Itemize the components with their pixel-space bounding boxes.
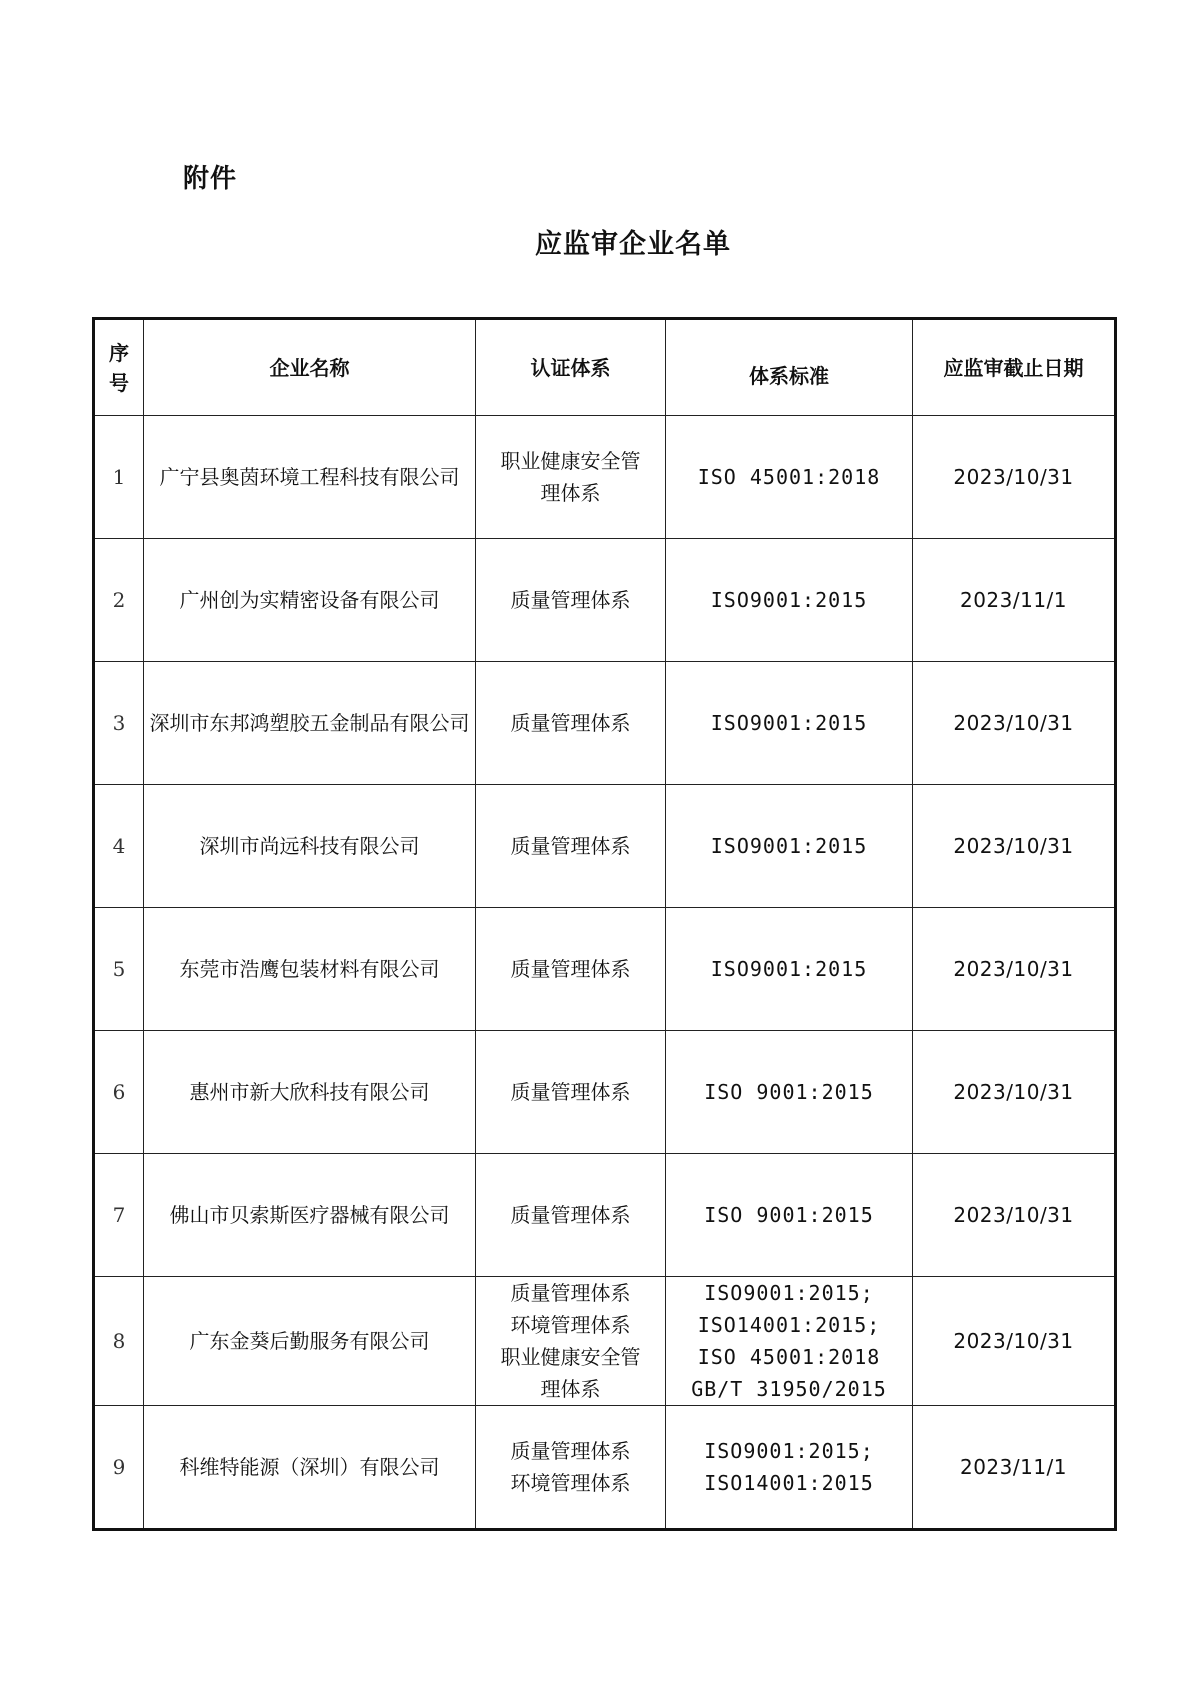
row-seq: 7 <box>94 1154 144 1277</box>
row-cert-system <box>476 785 666 908</box>
table-row <box>94 908 1116 1031</box>
standard-line: ISO 9001:2015 <box>704 1203 874 1227</box>
row-company-name: 广东金葵后勤服务有限公司 <box>144 1277 476 1406</box>
cert-line: 质量管理体系 <box>510 834 631 858</box>
header-cert: 认证体系 <box>476 319 666 416</box>
row-seq: 1 <box>94 416 144 539</box>
standard-line: ISO 45001:2018 <box>697 465 881 489</box>
cert-line: 质量管理体系 <box>510 1203 631 1227</box>
row-seq: 6 <box>94 1031 144 1154</box>
table-row <box>94 1031 1116 1154</box>
row-cert-system <box>476 662 666 785</box>
attachment-label: 附件 <box>183 164 238 194</box>
row-seq: 8 <box>94 1277 144 1406</box>
row-deadline: 2023/10/31 <box>913 416 1116 539</box>
row-standard <box>666 416 913 539</box>
row-standard <box>666 1277 913 1406</box>
standard-line: ISO14001:2015 <box>704 1471 874 1495</box>
standard-line: GB/T 31950/2015 <box>691 1377 887 1401</box>
standard-line: ISO 45001:2018 <box>697 1345 881 1369</box>
row-company-name: 科维特能源（深圳）有限公司 <box>144 1406 476 1530</box>
standard-line: ISO9001:2015 <box>710 588 868 612</box>
row-company-name: 深圳市东邦鸿塑胶五金制品有限公司 <box>144 662 476 785</box>
row-deadline: 2023/10/31 <box>913 662 1116 785</box>
cert-line: 质量管理体系 <box>510 1281 631 1305</box>
row-deadline: 2023/10/31 <box>913 1154 1116 1277</box>
header-date: 应监审截止日期 <box>913 319 1116 416</box>
row-cert-system <box>476 1154 666 1277</box>
row-cert-system <box>476 416 666 539</box>
row-standard <box>666 908 913 1031</box>
cert-line: 理体系 <box>540 1377 601 1401</box>
cert-line: 理体系 <box>540 481 601 505</box>
table-row <box>94 416 1116 539</box>
document-title: 应监审企业名单 <box>535 229 731 260</box>
standard-line: ISO 9001:2015 <box>704 1080 874 1104</box>
cert-line: 职业健康安全管 <box>500 449 641 473</box>
row-seq: 4 <box>94 785 144 908</box>
row-company-name: 广宁县奥茵环境工程科技有限公司 <box>144 416 476 539</box>
row-seq: 9 <box>94 1406 144 1530</box>
row-cert-system <box>476 1406 666 1530</box>
row-seq: 2 <box>94 539 144 662</box>
cert-line: 环境管理体系 <box>510 1313 631 1337</box>
row-company-name: 广州创为实精密设备有限公司 <box>144 539 476 662</box>
row-standard <box>666 662 913 785</box>
header-seq-line2: 号 <box>109 370 129 395</box>
cert-line: 质量管理体系 <box>510 957 631 981</box>
cert-line: 职业健康安全管 <box>500 1345 641 1369</box>
cert-line: 质量管理体系 <box>510 588 631 612</box>
table-row <box>94 785 1116 908</box>
row-seq: 3 <box>94 662 144 785</box>
cert-line: 质量管理体系 <box>510 1439 631 1463</box>
standard-line: ISO9001:2015 <box>710 834 868 858</box>
row-deadline: 2023/10/31 <box>913 908 1116 1031</box>
standard-line: ISO9001:2015 <box>710 957 868 981</box>
header-std: 体系标准 <box>666 319 913 416</box>
row-company-name: 东莞市浩鹰包装材料有限公司 <box>144 908 476 1031</box>
standard-line: ISO9001:2015; <box>704 1281 874 1305</box>
row-cert-system <box>476 1031 666 1154</box>
enterprise-table <box>92 317 1117 1531</box>
row-company-name: 佛山市贝索斯医疗器械有限公司 <box>144 1154 476 1277</box>
row-standard <box>666 785 913 908</box>
header-seq-line1: 序 <box>109 340 129 365</box>
table-row <box>94 1154 1116 1277</box>
table-row <box>94 1277 1116 1406</box>
row-standard <box>666 1031 913 1154</box>
cert-line: 质量管理体系 <box>510 1080 631 1104</box>
table-row <box>94 662 1116 785</box>
cert-line: 质量管理体系 <box>510 711 631 735</box>
standard-line: ISO14001:2015; <box>697 1313 881 1337</box>
standard-line: ISO9001:2015 <box>710 711 868 735</box>
row-standard <box>666 539 913 662</box>
row-seq: 5 <box>94 908 144 1031</box>
header-seq <box>94 319 144 416</box>
row-deadline: 2023/10/31 <box>913 1277 1116 1406</box>
row-deadline: 2023/10/31 <box>913 1031 1116 1154</box>
row-cert-system <box>476 539 666 662</box>
standard-line: ISO9001:2015; <box>704 1439 874 1463</box>
row-deadline: 2023/11/1 <box>913 539 1116 662</box>
row-deadline: 2023/11/1 <box>913 1406 1116 1530</box>
row-deadline: 2023/10/31 <box>913 785 1116 908</box>
table-body <box>94 416 1116 1530</box>
header-name: 企业名称 <box>144 319 476 416</box>
table-row <box>94 539 1116 662</box>
row-cert-system <box>476 1277 666 1406</box>
row-company-name: 惠州市新大欣科技有限公司 <box>144 1031 476 1154</box>
row-standard <box>666 1154 913 1277</box>
row-standard <box>666 1406 913 1530</box>
cert-line: 环境管理体系 <box>510 1471 631 1495</box>
table-header-row <box>94 319 1116 416</box>
row-cert-system <box>476 908 666 1031</box>
table-row <box>94 1406 1116 1530</box>
row-company-name: 深圳市尚远科技有限公司 <box>144 785 476 908</box>
